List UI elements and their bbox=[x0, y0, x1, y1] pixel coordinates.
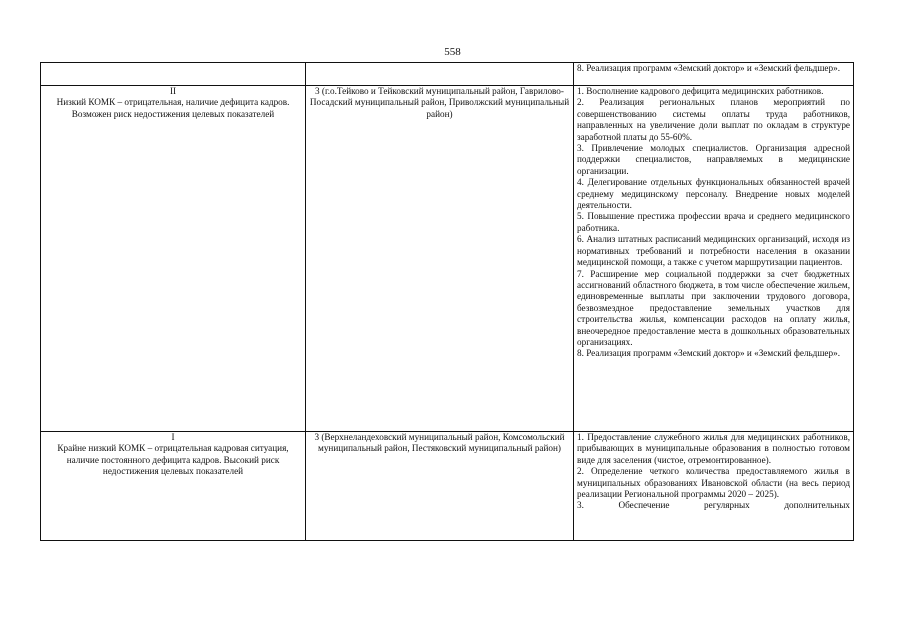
measure-item: 3. Обеспечение регулярных дополнительных bbox=[577, 500, 850, 511]
level-cell bbox=[41, 63, 306, 86]
areas-cell bbox=[306, 432, 574, 541]
level-description: Низкий КОМК – отрицательная, наличие дефицита кадров. Возможен риск недостижения целевых показателей bbox=[56, 97, 290, 119]
measures-cell bbox=[574, 432, 854, 541]
staffing-measures-table bbox=[40, 62, 854, 541]
measures-clip bbox=[577, 432, 850, 540]
measure-item: 3. Привлечение молодых специалистов. Организация адресной поддержки специалистов, направляемых в медицинские организации. bbox=[577, 143, 850, 176]
areas-cell bbox=[306, 63, 574, 86]
measure-item: 4. Делегирование отдельных функциональных обязанностей врачей среднему медицинскому персоналу. Внедрение новых моделей деятельности. bbox=[577, 177, 850, 211]
measure-item: 2. Реализация региональных планов мероприятий по совершенствованию системы оплаты труда работников, направленных на увеличение доли выплат по окладам в структуре заработной платы до 55-60%. bbox=[577, 97, 850, 142]
table-row bbox=[41, 63, 854, 86]
measure-item: 1. Предоставление служебного жилья для медицинских работников, прибывающих в муниципальные образования в полностью готовом виде для заселения (чистое, отремонтированное). bbox=[577, 432, 850, 465]
measures-cell bbox=[574, 86, 854, 432]
table-row bbox=[41, 86, 854, 432]
level-number: I bbox=[171, 432, 175, 442]
measure-item: 8. Реализация программ «Земский доктор» и «Земский фельдшер». bbox=[577, 63, 840, 73]
measure-item: 8. Реализация программ «Земский доктор» и «Земский фельдшер». bbox=[577, 348, 840, 359]
level-cell bbox=[41, 86, 306, 432]
measure-item: 5. Повышение престижа профессии врача и среднего медицинского работника. bbox=[577, 211, 850, 233]
areas-text: 3 (г.о.Тейково и Тейковский муниципальный район, Гаврилово-Посадский муниципальный район, Приволжский муниципальный район) bbox=[309, 86, 570, 119]
measures-cell bbox=[574, 63, 854, 86]
page-number: 558 bbox=[444, 46, 461, 58]
level-number: II bbox=[169, 86, 177, 96]
measure-item: 2. Определение четкого количества предоставляемого жилья в муниципальных образованиях Ивановской области (на весь период реализации Региональной программы 2020 – 2025). bbox=[577, 466, 850, 500]
areas-text: 3 (Верхнеландеховский муниципальный район, Комсомольский муниципальный район, Пестяковский муниципальный район) bbox=[314, 432, 565, 454]
level-description: Крайне низкий КОМК – отрицательная кадровая ситуация, наличие постоянного дефицита кадров. Высокий риск недостижения целевых показателей bbox=[57, 443, 289, 477]
table-row bbox=[41, 432, 854, 541]
measure-item: 1. Восполнение кадрового дефицита медицинских работников. bbox=[577, 86, 824, 96]
areas-cell bbox=[306, 86, 574, 432]
level-cell bbox=[41, 432, 306, 541]
measure-item: 6. Анализ штатных расписаний медицинских организаций, исходя из нормативных требований и потребности населения в оказании медицинской помощи, а также с учетом маршрутизации пациентов. bbox=[577, 234, 850, 268]
measure-item: 7. Расширение мер социальной поддержки за счет бюджетных ассигнований областного бюджета, в том числе обеспечение жильем, единовременные выплаты при заключении трудового договора, безвозмездное предоставление земельных участков для строительства жилья, компенсации расходов на оплату жилья, внеочередное предоставление места в дошкольных образовательных организациях. bbox=[577, 268, 850, 347]
